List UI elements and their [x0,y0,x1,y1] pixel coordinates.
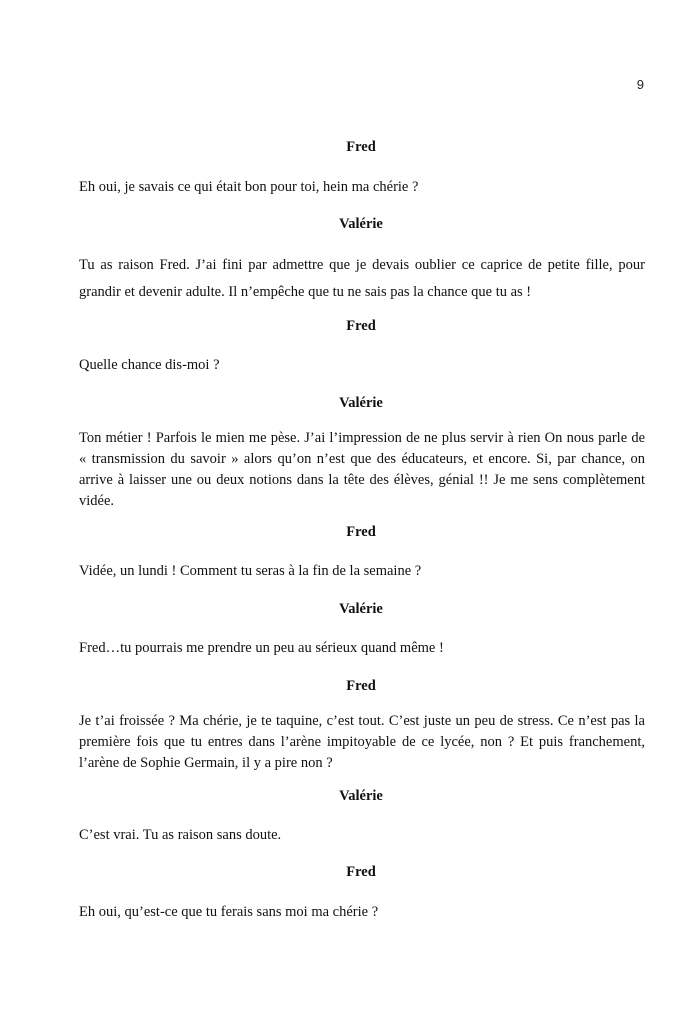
dialogue-line: Je t’ai froissée ? Ma chérie, je te taquine, c’est tout. C’est juste un peu de stress. Ce n’est pas la première fois que tu entres dans l’arène impitoyable de ce lycée, non ? Et puis franchement, l’arène de Sophie Germain, il y a pire non ? [79,713,645,771]
speaker-name: Valérie [339,395,383,411]
dialogue-line: Eh oui, je savais ce qui était bon pour toi, hein ma chérie ? [79,179,419,195]
speaker-name: Valérie [339,788,383,804]
speaker-name: Fred [346,864,376,880]
speaker-name: Fred [346,139,376,155]
dialogue-line: Ton métier ! Parfois le mien me pèse. J’ai l’impression de ne plus servir à rien On nous parle de « transmission du savoir » alors qu’on n’est que des éducateurs, et encore. Si, par chance, on arrive à laisser une ou deux notions dans la tête des élèves, génial !! Je me sens complètement vidée. [79,430,645,509]
dialogue-line: Fred…tu pourrais me prendre un peu au sérieux quand même ! [79,640,444,656]
dialogue-line: Eh oui, qu’est-ce que tu ferais sans moi ma chérie ? [79,904,379,920]
dialogue-line: Vidée, un lundi ! Comment tu seras à la fin de la semaine ? [79,563,422,579]
speaker-name: Fred [346,678,376,694]
dialogue-line: C’est vrai. Tu as raison sans doute. [79,827,282,843]
speaker-name: Valérie [339,216,383,232]
dialogue-line: Tu as raison Fred. J’ai fini par admettre que je devais oublier ce caprice de petite fille, pour grandir et devenir adulte. Il n’empêche que tu ne sais pas la chance que tu as ! [79,257,645,300]
speaker-name: Fred [346,318,376,334]
page-number: 9 [636,77,644,92]
speaker-name: Valérie [339,601,383,617]
speaker-name: Fred [346,524,376,540]
dialogue-line: Quelle chance dis-moi ? [79,357,220,373]
